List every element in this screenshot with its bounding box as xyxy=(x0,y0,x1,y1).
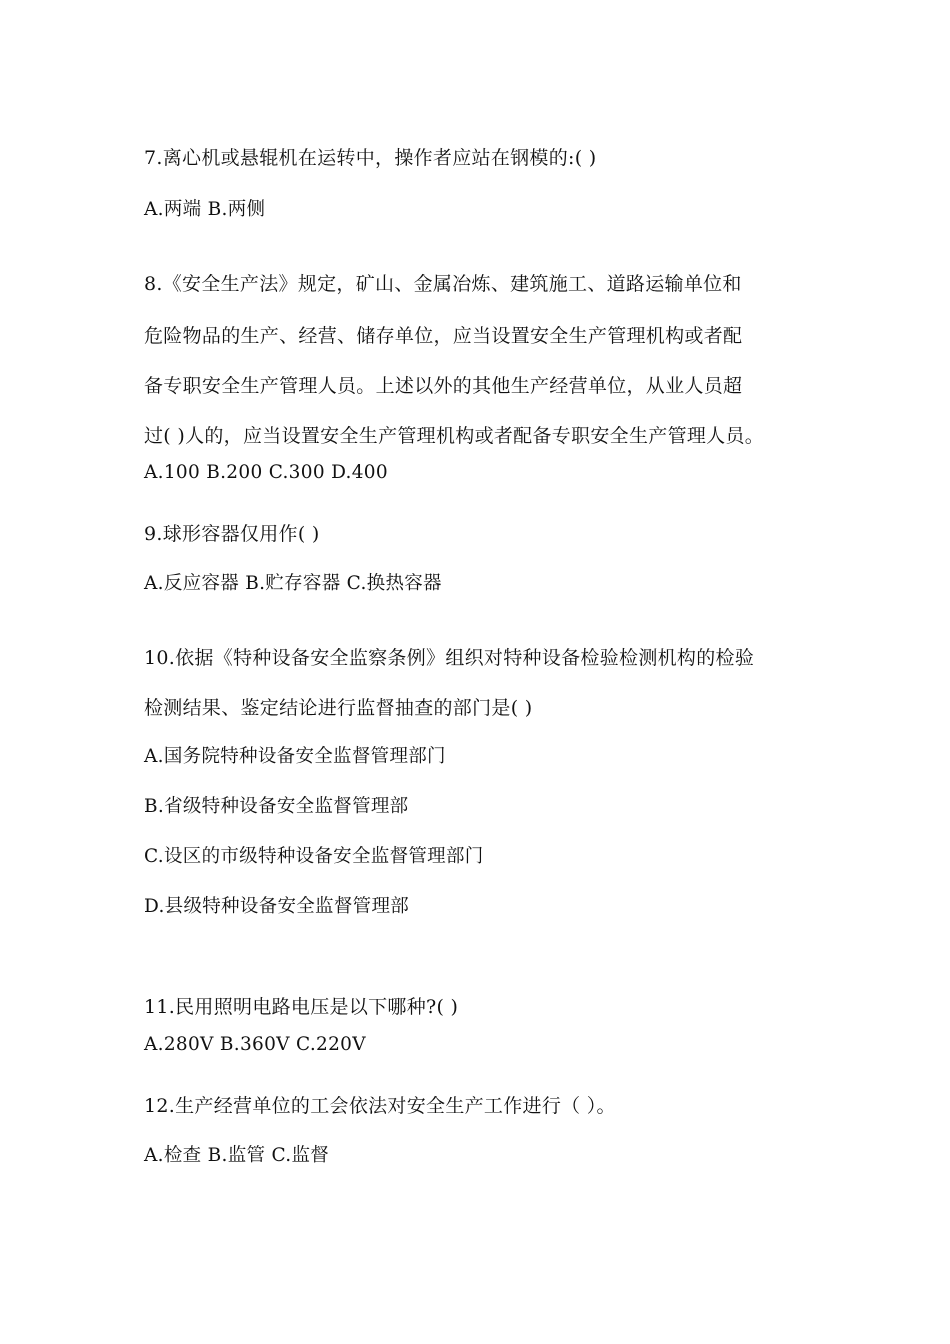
question-8-options: A.100 B.200 C.300 D.400 xyxy=(144,462,388,483)
question-10-option-a: A.国务院特种设备安全监督管理部门 xyxy=(144,746,446,767)
question-12-stem: 12.生产经营单位的工会依法对安全生产工作进行（ ）。 xyxy=(144,1095,616,1117)
question-10-stem-line-2: 检测结果、鉴定结论进行监督抽查的部门是( ) xyxy=(144,697,533,719)
question-8-stem-line-1: 8.《安全生产法》规定，矿山、金属冶炼、建筑施工、道路运输单位和 xyxy=(144,273,742,295)
question-10-option-b: B.省级特种设备安全监督管理部 xyxy=(144,796,409,817)
question-8-stem-line-4: 过( )人的，应当设置安全生产管理机构或者配备专职安全生产管理人员。 xyxy=(144,425,765,447)
question-9-options: A.反应容器 B.贮存容器 C.换热容器 xyxy=(144,573,442,594)
question-8-stem-line-2: 危险物品的生产、经营、储存单位，应当设置安全生产管理机构或者配 xyxy=(144,325,743,347)
question-8-stem-line-3: 备专职安全生产管理人员。上述以外的其他生产经营单位，从业人员超 xyxy=(144,375,743,397)
question-10-stem-line-1: 10.依据《特种设备安全监察条例》组织对特种设备检验检测机构的检验 xyxy=(144,647,755,669)
question-10-option-c: C.设区的市级特种设备安全监督管理部门 xyxy=(144,846,484,867)
question-11-options: A.280V B.360V C.220V xyxy=(144,1034,366,1055)
question-7-options: A.两端 B.两侧 xyxy=(144,199,266,220)
question-12-options: A.检查 B.监管 C.监督 xyxy=(144,1145,330,1166)
question-11-stem: 11.民用照明电路电压是以下哪种?( ) xyxy=(144,996,459,1018)
question-9-stem: 9.球形容器仅用作( ) xyxy=(144,523,320,545)
question-7-stem: 7.离心机或悬辊机在运转中，操作者应站在钢模的:( ) xyxy=(144,147,597,169)
question-10-option-d: D.县级特种设备安全监督管理部 xyxy=(144,896,410,917)
